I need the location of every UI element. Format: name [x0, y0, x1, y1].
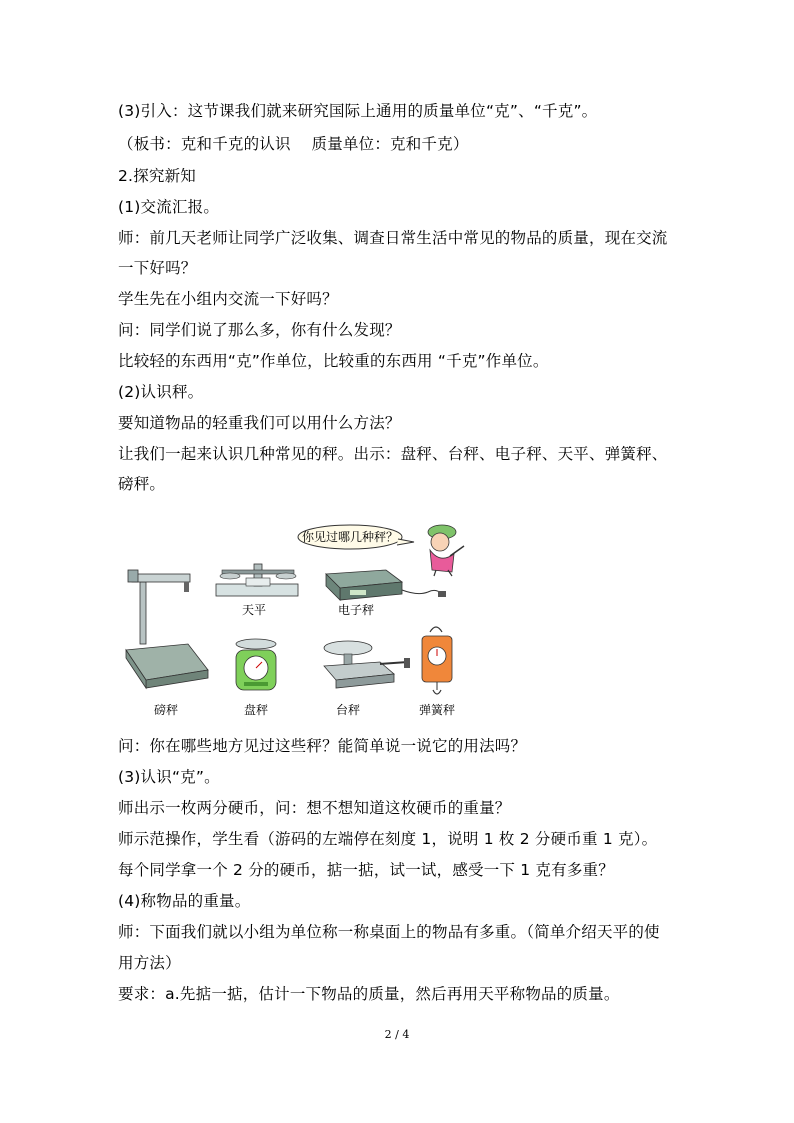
text-line-4: (1)交流汇报。: [118, 198, 220, 216]
text-line-11: 要知道物品的轻重我们可以用什么方法？: [118, 414, 401, 432]
text-line-22: 要求：a.先掂一掂，估计一下物品的质量，然后再用天平称物品的质量。: [118, 985, 620, 1003]
text-line-3: 2.探究新知: [118, 167, 196, 185]
text-line-6: 一下好吗？: [118, 259, 197, 277]
text-line-12: 让我们一起来认识几种常见的秤。出示：盘秤、台秤、电子秤、天平、弹簧秤、: [118, 445, 668, 463]
bench-scale-icon: [324, 641, 410, 717]
label-pancheng: 盘秤: [243, 703, 269, 717]
text-line-2: （板书：克和千克的认识 质量单位：克和千克）: [118, 135, 469, 153]
label-tanhuangcheng: 弹簧秤: [418, 703, 456, 717]
text-line-13: 磅秤。: [118, 475, 166, 493]
speech-bubble: [298, 525, 414, 549]
label-bangcheng: 磅秤: [153, 703, 179, 717]
text-line-21: 用方法）: [118, 954, 181, 972]
electronic-scale-icon: [326, 570, 446, 617]
text-line-18: 每个同学拿一个 2 分的硬币，掂一掂，试一试，感受一下 1 克有多重？: [118, 861, 614, 879]
text-line-10: (2)认识秤。: [118, 383, 204, 401]
text-line-1: (3)引入：这节课我们就来研究国际上通用的质量单位“克”、“千克”。: [118, 102, 598, 120]
text-line-16: 师出示一枚两分硬币，问：想不想知道这枚硬币的重量？: [118, 799, 511, 817]
label-dianzicheng: 电子秤: [337, 603, 375, 617]
text-line-20: 师：下面我们就以小组为单位称一称桌面上的物品有多重。（简单介绍天平的使: [118, 923, 660, 941]
platform-scale-icon: [126, 570, 208, 688]
scales-illustration: [118, 512, 470, 722]
balance-scale-icon: [216, 564, 298, 617]
bubble-text: 你见过哪几种秤？: [301, 530, 399, 544]
spring-scale-icon: [419, 627, 455, 717]
label-tianping: 天平: [241, 603, 267, 617]
text-line-19: (4)称物品的重量。: [118, 892, 251, 910]
text-line-9: 比较轻的东西用“克”作单位，比较重的东西用 “千克”作单位。: [118, 352, 549, 370]
page-number: 2 / 4: [384, 1028, 410, 1041]
text-line-7: 学生先在小组内交流一下好吗？: [118, 290, 338, 308]
text-line-5: 师：前几天老师让同学广泛收集、调查日常生活中常见的物品的质量，现在交流: [118, 229, 668, 247]
text-line-15: (3)认识“克”。: [118, 768, 220, 786]
label-taicheng: 台秤: [335, 703, 361, 717]
text-line-8: 问：同学们说了那么多，你有什么发现？: [118, 321, 401, 339]
cartoon-kid-icon: [428, 525, 464, 576]
dial-scale-icon: [236, 639, 276, 717]
text-line-14: 问：你在哪些地方见过这些秤？能简单说一说它的用法吗？: [118, 737, 527, 755]
text-line-17: 师示范操作，学生看（游码的左端停在刻度 1，说明 1 枚 2 分硬币重 1 克）。: [118, 830, 658, 848]
